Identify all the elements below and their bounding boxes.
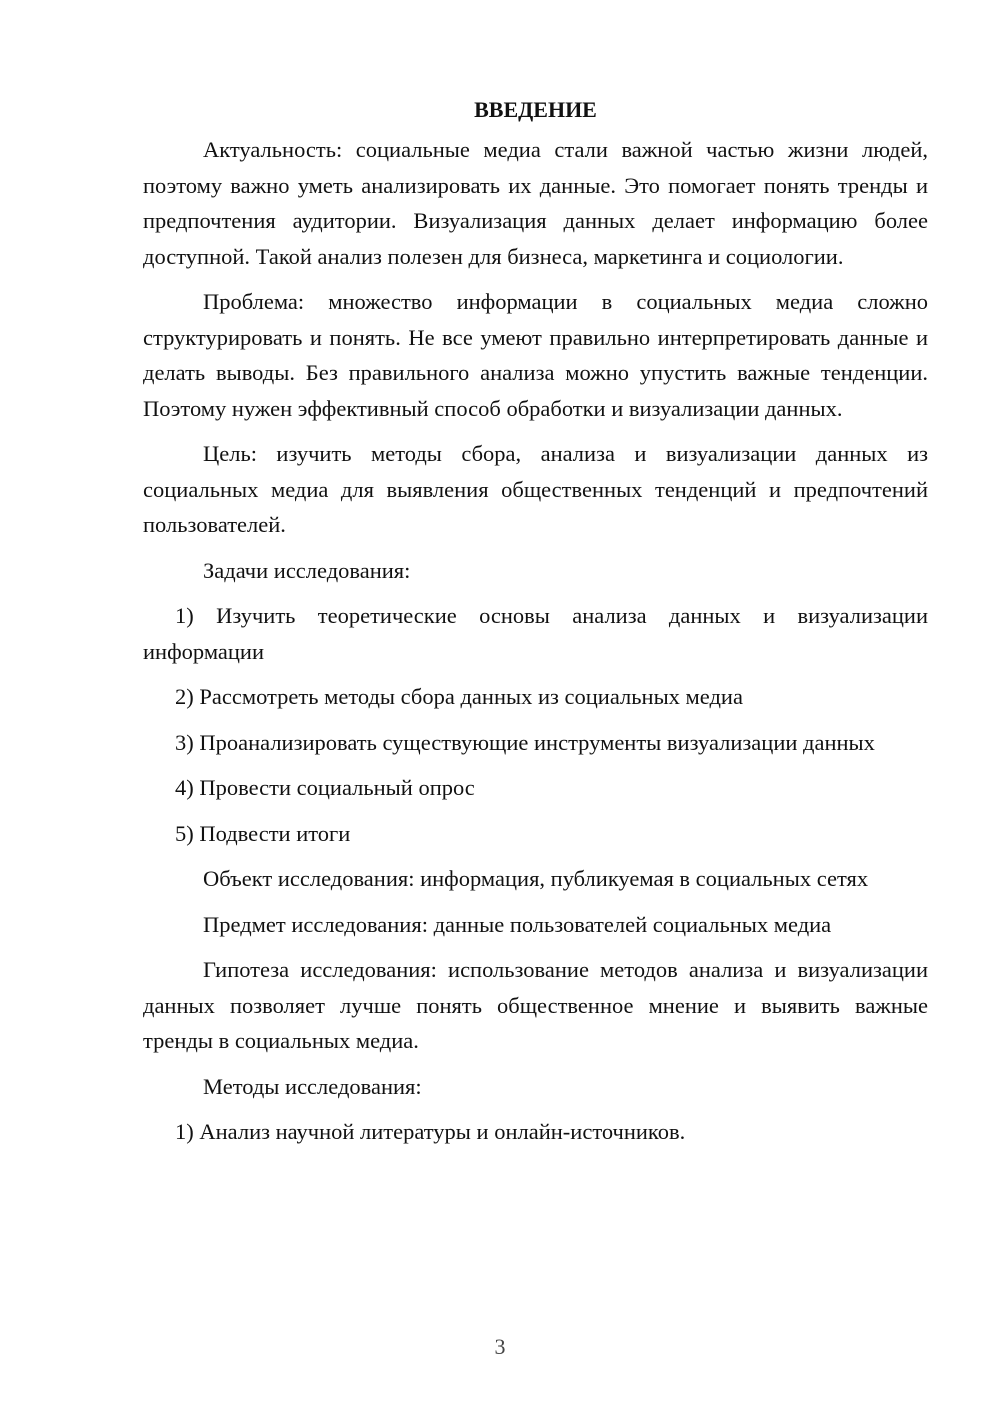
paragraph-hypothesis: Гипотеза исследования: использование методов анализа и визуализации данных позволяет лучше понять общественное мнение и выявить важные тренды в социальных медиа. [143, 957, 928, 1053]
page-content [143, 92, 928, 1160]
list-item-task-4: 4) Провести социальный опрос [175, 775, 475, 800]
paragraph-tasks-heading: Задачи исследования: [203, 557, 411, 583]
paragraph-object: Объект исследования: информация, публикуемая в социальных сетях [203, 866, 869, 891]
page-number: 3 [494, 1334, 506, 1359]
section-title: ВВЕДЕНИЕ [474, 97, 597, 122]
list-item-task-1: 1) Изучить теоретические основы анализа данных и визуализации информации [143, 603, 928, 664]
paragraph-methods-heading: Методы исследования: [203, 1073, 422, 1099]
paragraph-goal: Цель: изучить методы сбора, анализа и визуализации данных из социальных медиа для выявления общественных тенденций и предпочтений пользователей. [143, 441, 928, 537]
paragraph-subject: Предмет исследования: данные пользователей социальных медиа [203, 911, 832, 937]
list-item-method-1: 1) Анализ научной литературы и онлайн-источников. [175, 1119, 686, 1144]
list-item-task-3: 3) Проанализировать существующие инструменты визуализации данных [175, 729, 875, 755]
paragraph-problem: Проблема: множество информации в социальных медиа сложно структурировать и понять. Не все умеют правильно интерпретировать данные и делать выводы. Без правильного анализа можно упустить важные тенденции. Поэтому нужен эффективный способ обработки и визуализации данных. [143, 289, 928, 421]
list-item-task-5: 5) Подвести итоги [175, 820, 351, 846]
paragraph-relevance: Актуальность: социальные медиа стали важной частью жизни людей, поэтому важно уметь анализировать их данные. Это помогает понять тренды и предпочтения аудитории. Визуализация данных делает информацию более доступной. Такой анализ полезен для бизнеса, маркетинга и социологии. [143, 137, 928, 269]
list-item-task-2: 2) Рассмотреть методы сбора данных из социальных медиа [175, 684, 743, 709]
